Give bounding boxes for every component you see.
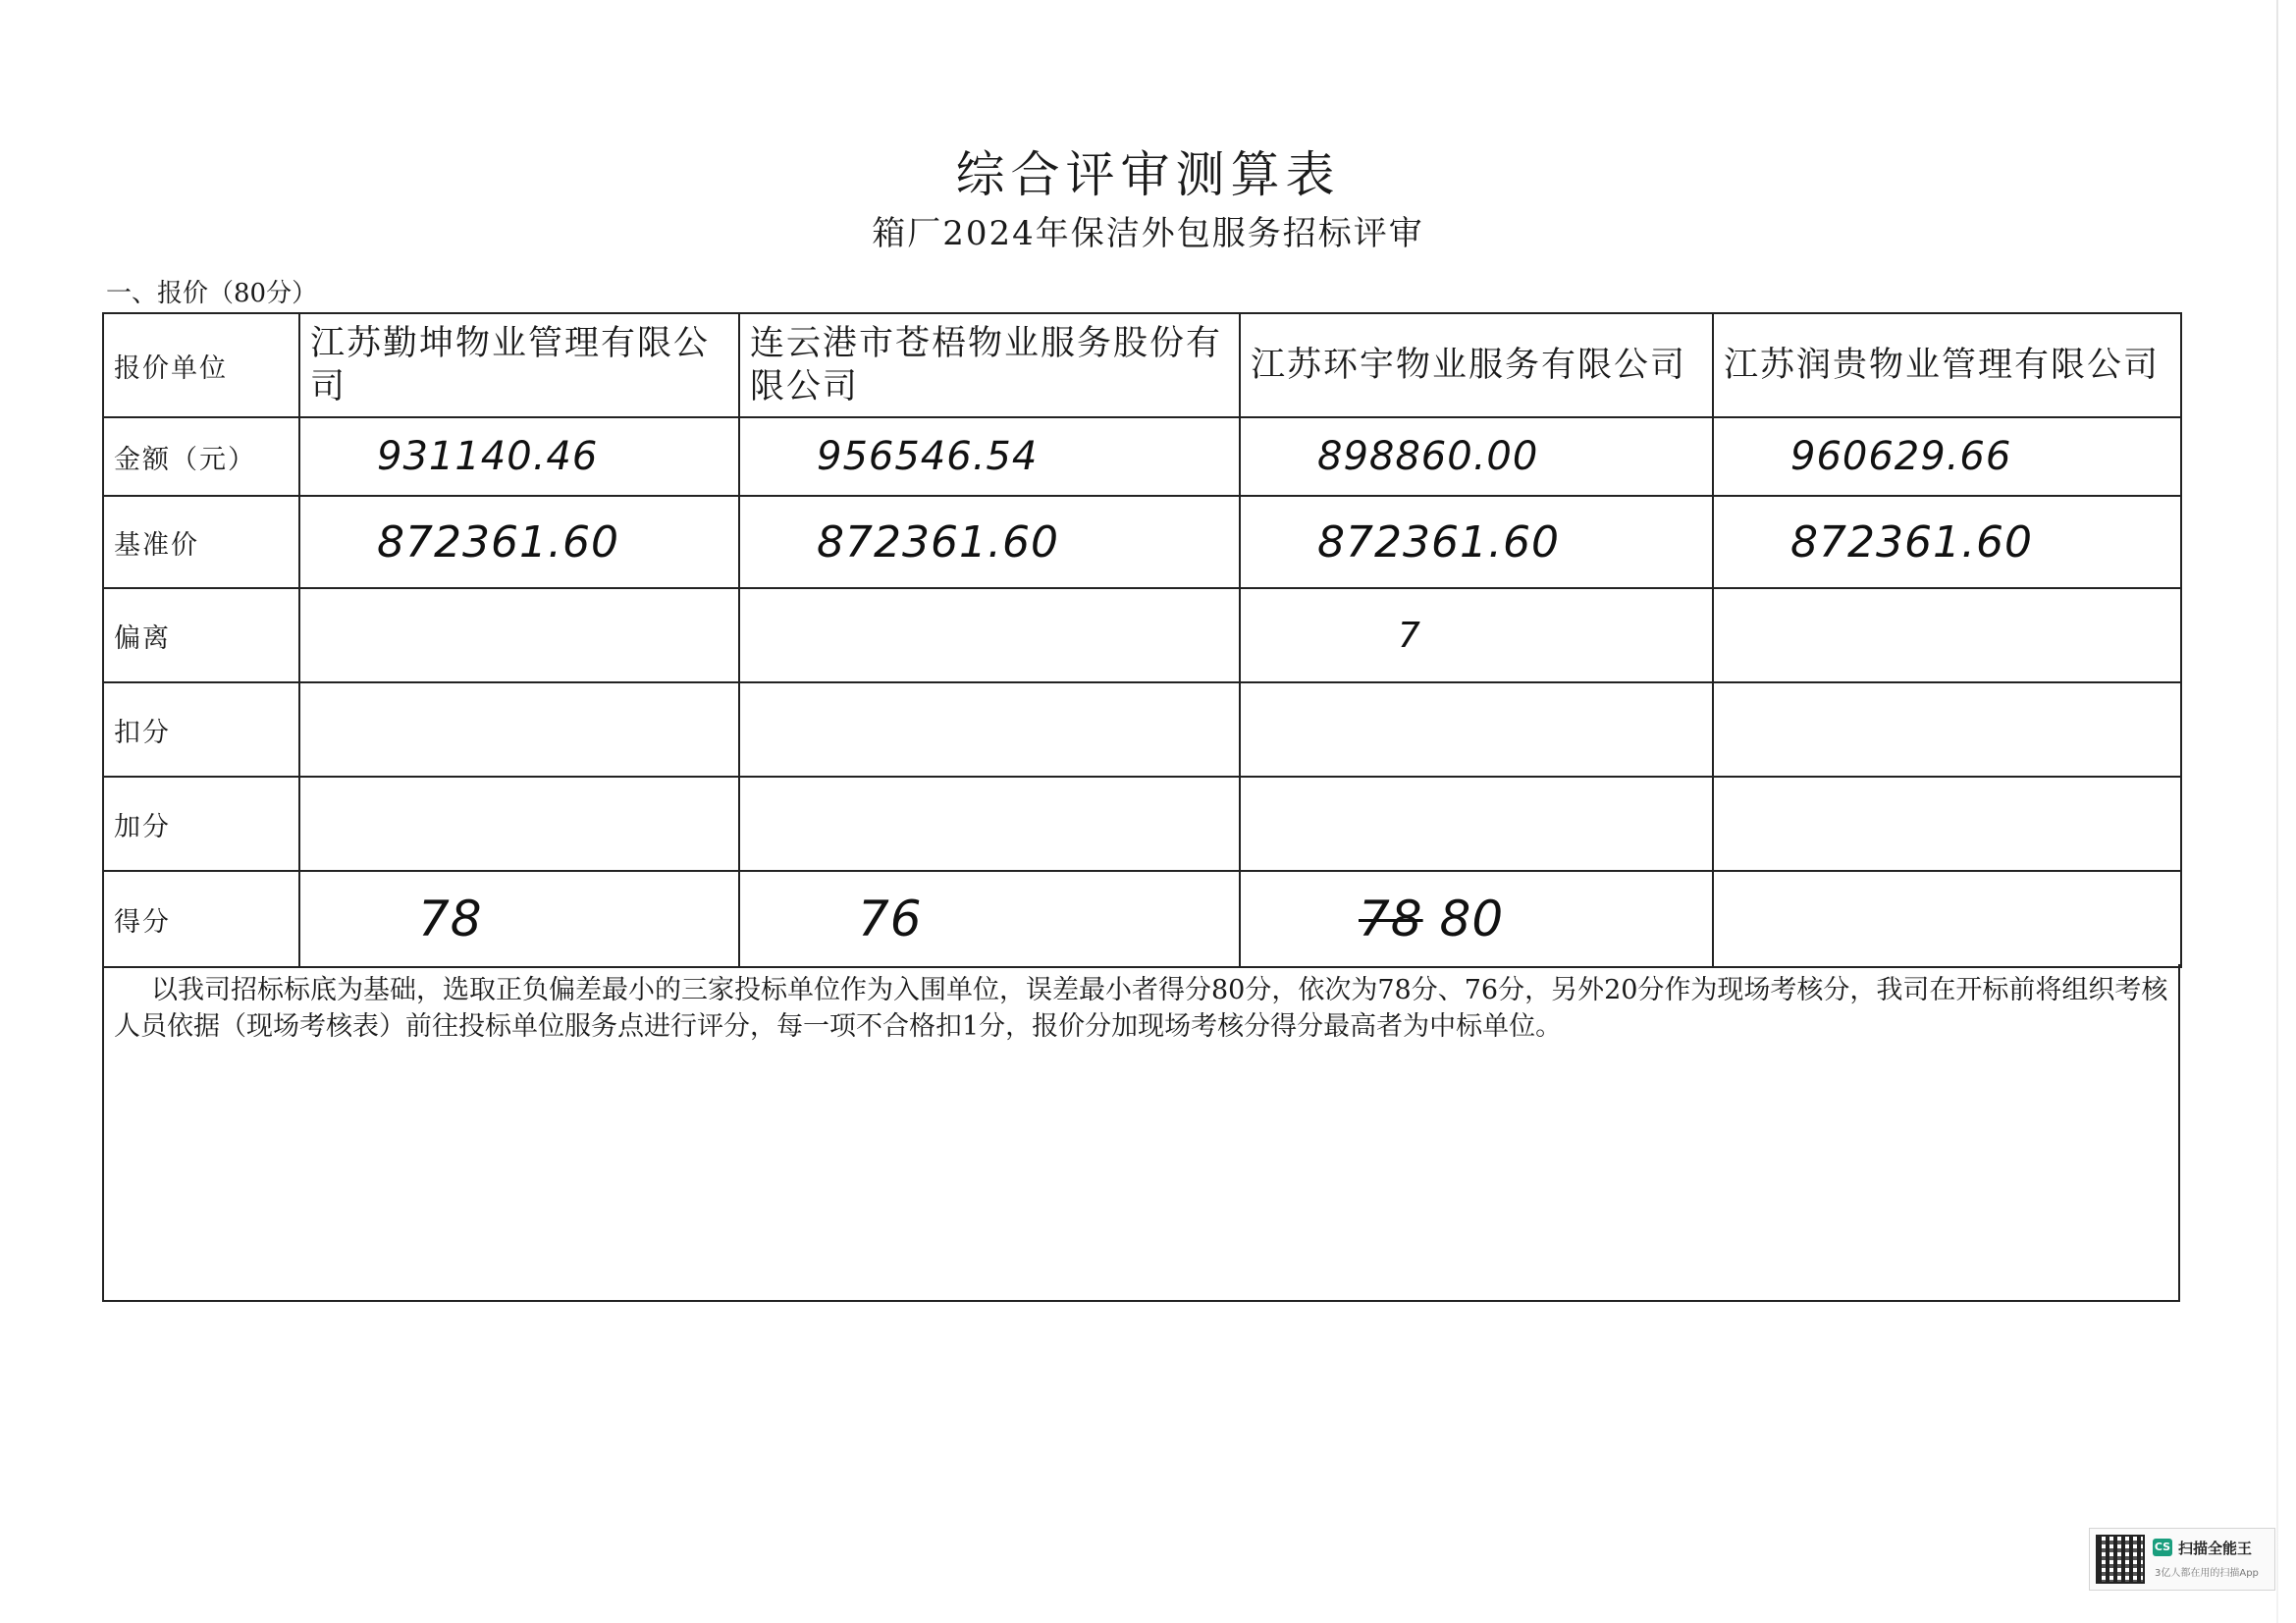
page-title: 综合评审测算表 xyxy=(955,146,1341,203)
company-name: 江苏勤坤物业管理有限公司 xyxy=(299,313,739,417)
bonus-cell xyxy=(1713,777,2181,871)
deduction-cell xyxy=(739,682,1240,777)
note-text: 以我司招标标底为基础，选取正负偏差最小的三家投标单位作为入围单位，误差最小者得分80分，依次为78分、76分，另外20分作为现场考核分，我司在开标前将组织考核人员依据（现场考核表）前往投标单位服务点进行评分，每一项不合格扣1分，报价分加现场考核分得分最高者为中标单位。 xyxy=(114,975,2168,1042)
amount-value: 956546.54 xyxy=(817,434,1039,479)
table-row-base xyxy=(103,496,2181,588)
watermark-name: 扫描全能王 xyxy=(2178,1540,2253,1557)
score-value: 80 xyxy=(1439,891,1505,947)
score-value: 78 xyxy=(418,891,483,947)
table-row-deduction xyxy=(103,682,2181,777)
deduction-cell xyxy=(1713,682,2181,777)
section-heading: 一、报价（80分） xyxy=(106,279,318,308)
bonus-cell xyxy=(299,777,739,871)
bonus-cell xyxy=(1240,777,1713,871)
row-label-deviation: 偏离 xyxy=(103,588,299,682)
struck-score-value: 78 xyxy=(1359,891,1423,947)
amount-value: 898860.00 xyxy=(1317,434,1539,479)
evaluation-table xyxy=(102,312,2182,968)
row-label-deduction: 扣分 xyxy=(103,682,299,777)
table-row-unit xyxy=(103,313,2181,417)
cs-logo-icon: CS xyxy=(2153,1539,2172,1556)
base-price-value: 872361.60 xyxy=(817,516,1059,568)
row-label-amount: 金额（元） xyxy=(103,417,299,496)
watermark-tagline: 3亿人都在用的扫描App xyxy=(2155,1568,2259,1579)
row-label-unit: 报价单位 xyxy=(103,313,299,417)
amount-value: 960629.66 xyxy=(1790,434,2012,479)
deviation-value xyxy=(750,616,897,656)
deviation-value xyxy=(310,616,457,656)
note-box xyxy=(102,964,2180,1302)
page-subtitle: 箱厂2024年保洁外包服务招标评审 xyxy=(872,214,1424,253)
row-label-base: 基准价 xyxy=(103,496,299,588)
qr-code-icon xyxy=(2098,1537,2143,1582)
bonus-cell xyxy=(739,777,1240,871)
row-label-bonus: 加分 xyxy=(103,777,299,871)
table-row-deviation xyxy=(103,588,2181,682)
scanner-watermark xyxy=(2089,1528,2275,1591)
base-price-value: 872361.60 xyxy=(1317,516,1560,568)
base-price-value: 872361.60 xyxy=(377,516,619,568)
amount-value: 931140.46 xyxy=(377,434,599,479)
row-label-score: 得分 xyxy=(103,871,299,967)
table-row-bonus xyxy=(103,777,2181,871)
deviation-value: 7 xyxy=(1398,615,1421,656)
deduction-cell xyxy=(1240,682,1713,777)
score-value: 76 xyxy=(858,891,923,947)
table-row-score xyxy=(103,871,2181,967)
company-name: 江苏环宇物业服务有限公司 xyxy=(1240,313,1713,417)
score-value xyxy=(1724,891,1832,947)
company-name: 江苏润贵物业管理有限公司 xyxy=(1713,313,2181,417)
deviation-value xyxy=(1724,616,1871,656)
deduction-cell xyxy=(299,682,739,777)
table-row-amount xyxy=(103,417,2181,496)
company-name: 连云港市苍梧物业服务股份有限公司 xyxy=(739,313,1240,417)
base-price-value: 872361.60 xyxy=(1790,516,2033,568)
